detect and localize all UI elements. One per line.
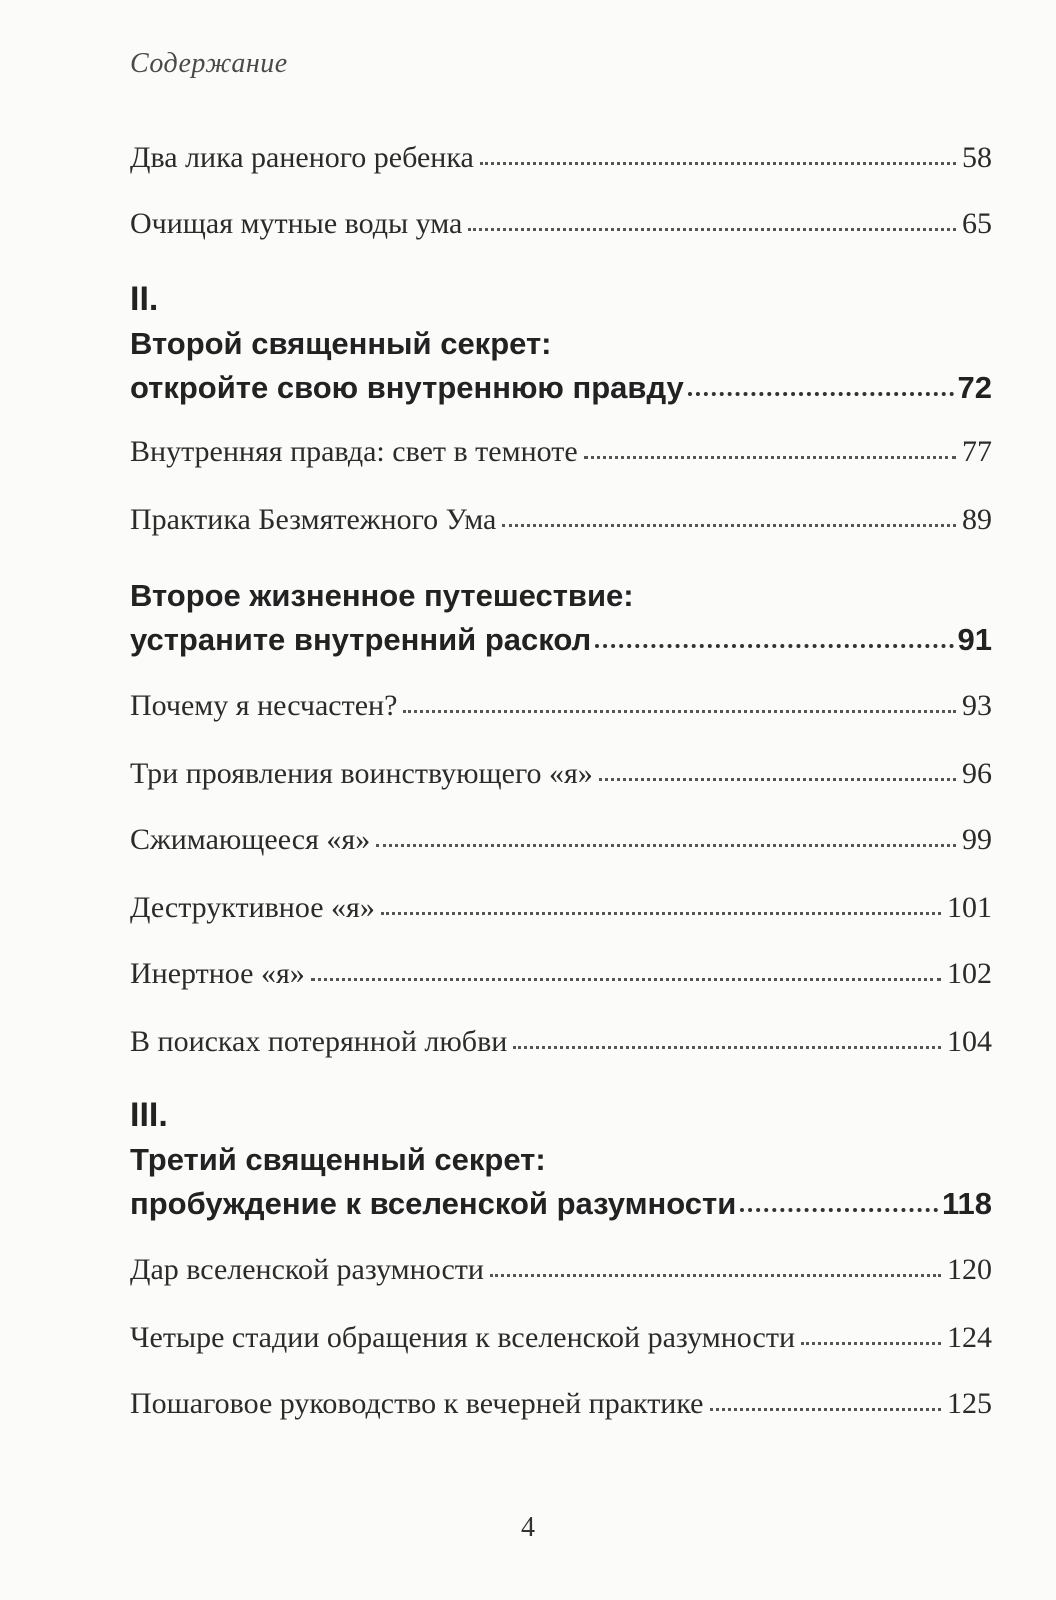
page-number: 4 [521,1512,535,1543]
toc-entry-page: 125 [947,1387,992,1420]
dot-leader [381,907,941,917]
toc-entry [130,140,992,176]
dot-leader [403,705,956,715]
journey-heading-page: 91 [957,622,992,657]
toc-entry-title: Сжимающееся «я» [130,823,371,856]
part-heading-line2 [130,366,992,410]
toc-entry-page: 120 [947,1253,992,1286]
dot-leader [595,640,953,650]
dot-leader [584,451,956,461]
dot-leader [480,157,956,167]
toc-entry-page: 58 [962,141,992,174]
part-heading-page: 118 [941,1186,992,1221]
toc-entry [130,434,992,470]
journey-heading-line2 [130,618,992,662]
dot-leader [599,773,956,783]
toc-entry [130,956,992,992]
part-heading-title: пробуждение к вселенской разумности [130,1186,737,1221]
journey-heading [130,574,992,662]
toc-entry [130,1320,992,1356]
toc-entry [130,206,992,242]
toc-entry [130,756,992,792]
dot-leader [688,388,954,398]
running-head: Содержание [130,48,288,79]
dot-leader [502,519,956,529]
toc-entry-title: Деструктивное «я» [130,891,375,924]
dot-leader [468,223,956,233]
part-numeral: III. [130,1096,168,1134]
dot-leader [801,1337,941,1347]
toc-entry-title: Три проявления воинствующего «я» [130,757,593,790]
part-heading-line1: Третий священный секрет: [130,1142,546,1177]
toc-entry-page: 96 [962,757,992,790]
part-heading-title: откройте свою внутреннюю правду [130,370,684,405]
toc-entry-title: Очищая мутные воды ума [130,207,463,240]
toc-entry [130,1386,992,1422]
toc-entry-title: В поисках потерянной любви [130,1025,508,1058]
toc-entry-title: Практика Безмятежного Ума [130,503,497,536]
toc-entry-title: Четыре стадии обращения к вселенской разумности [130,1321,796,1354]
dot-leader [740,1204,938,1214]
toc-entry-page: 124 [947,1321,992,1354]
toc-entry-page: 101 [947,891,992,924]
toc-entry [130,688,992,724]
toc-entry [130,890,992,926]
journey-heading-line1: Второе жизненное путешествие: [130,578,634,613]
toc-entry-title: Внутренняя правда: свет в темноте [130,435,578,468]
toc-entry-page: 77 [962,435,992,468]
toc-entry-page: 102 [947,957,992,990]
dot-leader [311,973,941,983]
toc-entry-title: Пошаговое руководство к вечерней практике [130,1387,704,1420]
part-heading [130,322,992,410]
toc-entry-page: 93 [962,689,992,722]
toc-entry-title: Инертное «я» [130,957,305,990]
toc-entry-title: Два лика раненого ребенка [130,141,474,174]
part-numeral: II. [130,280,159,318]
part-heading [130,1138,992,1226]
dot-leader [513,1041,941,1051]
toc-entry-page: 89 [962,503,992,536]
part-heading-line2 [130,1182,992,1226]
toc-entry-page: 65 [962,207,992,240]
toc-entry-title: Дар вселенской разумности [130,1253,484,1286]
toc-entry-page: 99 [962,823,992,856]
dot-leader [710,1403,941,1413]
toc-entry [130,502,992,538]
toc-entry-title: Почему я несчастен? [130,689,398,722]
toc-entry-page: 104 [947,1025,992,1058]
toc-entry [130,822,992,858]
journey-heading-title: устраните внутренний раскол [130,622,592,657]
dot-leader [490,1269,941,1279]
toc-entry [130,1024,992,1060]
toc-entry [130,1252,992,1288]
dot-leader [376,839,956,849]
part-heading-line1: Второй священный секрет: [130,326,552,361]
part-heading-page: 72 [957,370,992,405]
